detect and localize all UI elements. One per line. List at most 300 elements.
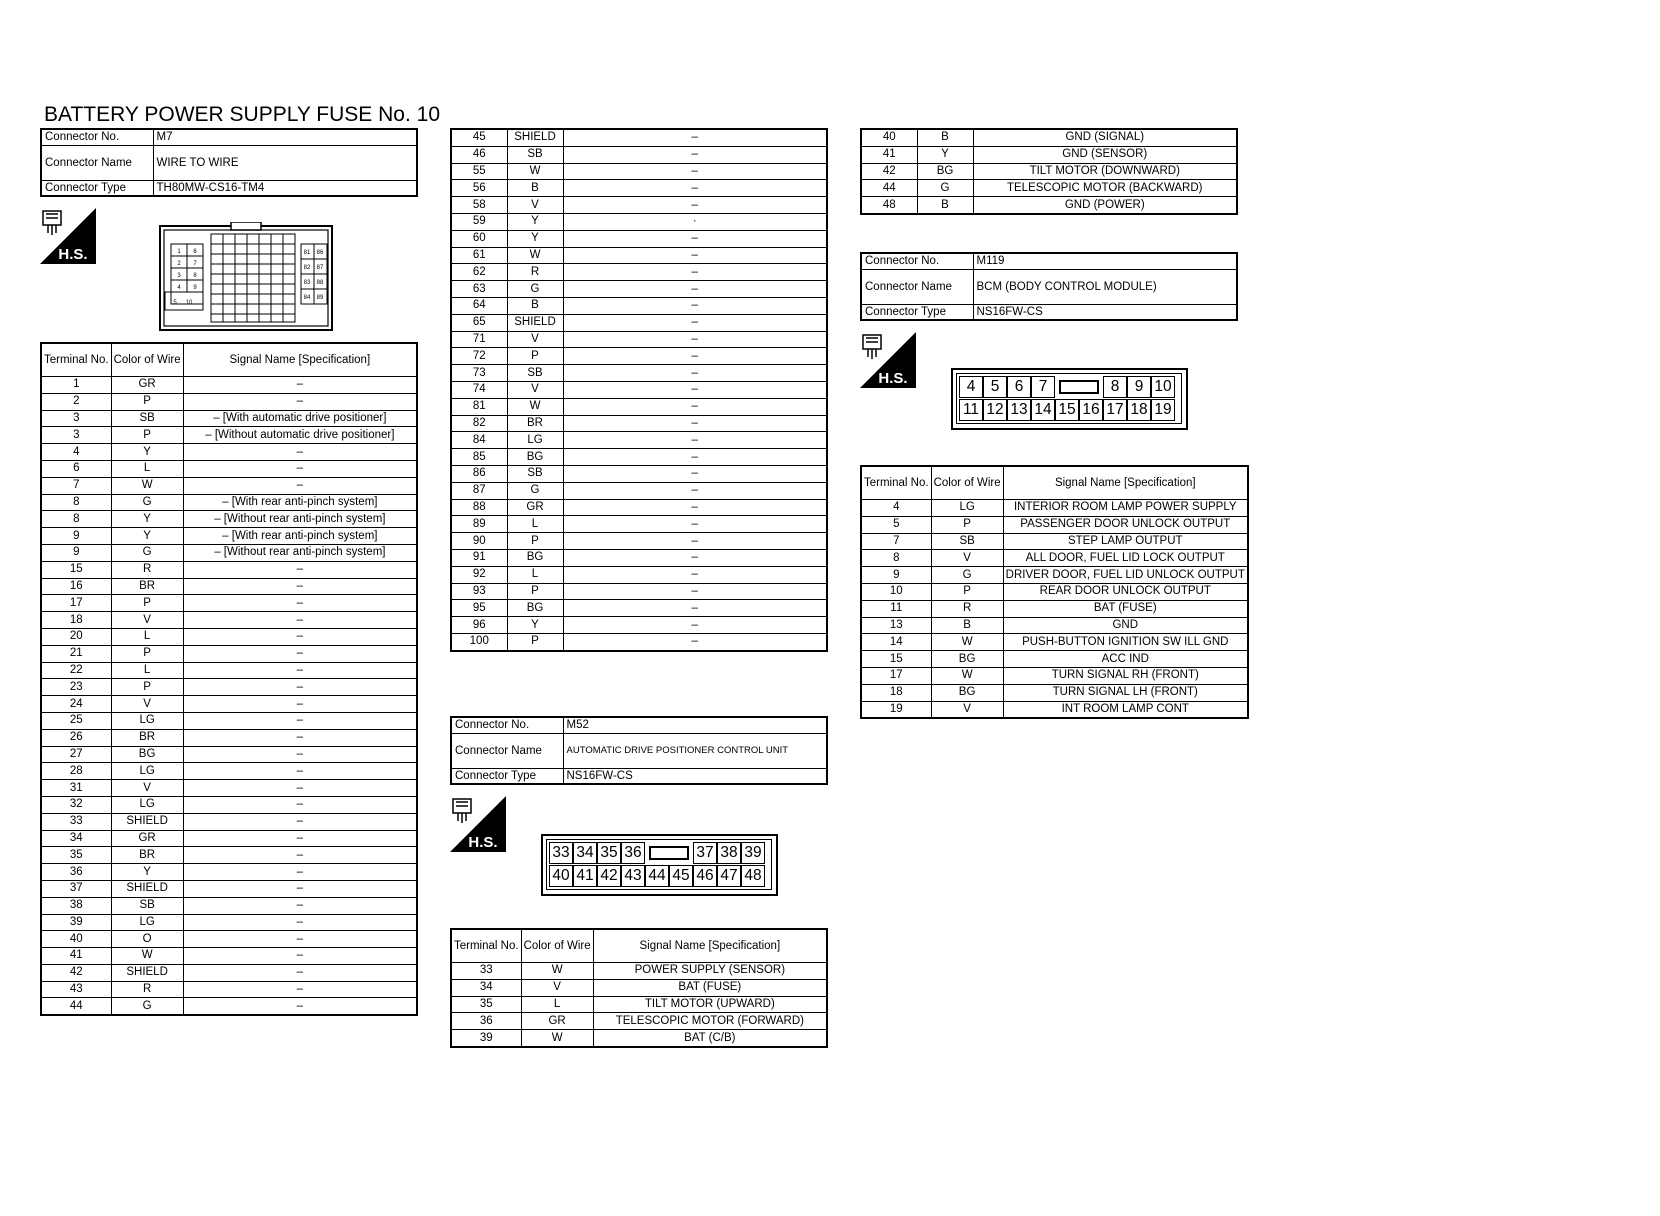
- signal-name-cell: – [Without rear anti-pinch system]: [183, 511, 417, 528]
- wire-color-cell: SHIELD: [111, 880, 183, 897]
- terminal-no-cell: 43: [41, 981, 111, 998]
- wire-color-cell: SB: [111, 897, 183, 914]
- terminal-no-cell: 7: [41, 477, 111, 494]
- wire-color-cell: V: [507, 381, 563, 398]
- signal-name-cell: –: [183, 561, 417, 578]
- terminal-no-cell: 48: [861, 197, 917, 214]
- m7-terminal-table-continued: [450, 128, 828, 652]
- table-row: [861, 651, 1248, 668]
- wire-color-cell: W: [111, 948, 183, 965]
- pin: 40: [549, 865, 573, 887]
- svg-text:81: 81: [303, 250, 311, 256]
- table-row: [861, 600, 1248, 617]
- signal-name-cell: –: [563, 566, 827, 583]
- table-row: [41, 696, 417, 713]
- signal-name-cell: –: [183, 948, 417, 965]
- m119-terminal-table: [860, 465, 1249, 719]
- wire-color-cell: L: [111, 460, 183, 477]
- svg-text:4: 4: [177, 285, 181, 291]
- signal-name-cell: –: [563, 398, 827, 415]
- signal-name-cell: –: [563, 197, 827, 214]
- terminal-no-cell: 90: [451, 533, 507, 550]
- wire-color-cell: LG: [931, 500, 1003, 517]
- table-row: [41, 746, 417, 763]
- table-row: [451, 449, 827, 466]
- signal-name-cell: –: [183, 712, 417, 729]
- terminal-no-cell: 46: [451, 146, 507, 163]
- table-row: [41, 645, 417, 662]
- signal-name-cell: BAT (FUSE): [593, 979, 827, 996]
- pin: 11: [959, 399, 983, 421]
- terminal-no-cell: 44: [41, 998, 111, 1015]
- table-row: [861, 500, 1248, 517]
- m52-connector-type: NS16FW-CS: [563, 768, 827, 784]
- svg-text:86: 86: [316, 250, 324, 256]
- page-title: BATTERY POWER SUPPLY FUSE No. 10: [44, 103, 441, 126]
- terminal-no-cell: 45: [451, 129, 507, 146]
- wire-color-cell: SB: [931, 533, 1003, 550]
- table-row: [451, 432, 827, 449]
- terminal-no-cell: 4: [861, 500, 931, 517]
- wire-color-cell: BG: [917, 163, 973, 180]
- signal-name-cell: TILT MOTOR (UPWARD): [593, 996, 827, 1013]
- wire-color-cell: BR: [507, 415, 563, 432]
- signal-name-cell: – [With rear anti-pinch system]: [183, 528, 417, 545]
- terminal-no-cell: 86: [451, 465, 507, 482]
- terminal-no-cell: 73: [451, 365, 507, 382]
- wire-color-cell: LG: [111, 712, 183, 729]
- connector-type-label: Connector Type: [861, 304, 973, 320]
- wire-color-cell: O: [111, 931, 183, 948]
- signal-name-cell: TURN SIGNAL LH (FRONT): [1003, 684, 1248, 701]
- table-row: [41, 847, 417, 864]
- table-row: [861, 701, 1248, 718]
- wire-color-cell: P: [507, 583, 563, 600]
- terminal-no-cell: 100: [451, 633, 507, 650]
- terminal-no-cell: 41: [41, 948, 111, 965]
- table-row: [451, 482, 827, 499]
- wire-color-cell: Y: [507, 230, 563, 247]
- table-row: [41, 729, 417, 746]
- terminal-no-cell: 25: [41, 712, 111, 729]
- table-row: [451, 129, 827, 146]
- pin: 16: [1079, 399, 1103, 421]
- wire-color-cell: G: [507, 281, 563, 298]
- wire-color-cell: GR: [521, 1013, 593, 1030]
- table-row: [451, 1013, 827, 1030]
- m52-terminal-table: [450, 928, 828, 1048]
- terminal-no-cell: 8: [41, 511, 111, 528]
- wire-color-cell: P: [111, 393, 183, 410]
- wire-color-cell: V: [931, 550, 1003, 567]
- table-row: [41, 612, 417, 629]
- svg-text:87: 87: [316, 265, 324, 271]
- wire-color-cell: SB: [507, 465, 563, 482]
- table-row: [451, 297, 827, 314]
- wire-color-cell: B: [917, 129, 973, 146]
- signal-name-cell: –: [183, 813, 417, 830]
- terminal-no-cell: 31: [41, 780, 111, 797]
- pin: 43: [621, 865, 645, 887]
- terminal-no-cell: 95: [451, 600, 507, 617]
- table-row: [41, 427, 417, 444]
- signal-name-cell: –: [183, 964, 417, 981]
- hs-label: H.S.: [878, 370, 908, 387]
- table-row: [451, 197, 827, 214]
- signal-name-cell: –: [183, 612, 417, 629]
- terminal-no-cell: 33: [41, 813, 111, 830]
- pin: 12: [983, 399, 1007, 421]
- signal-name-cell: –: [183, 897, 417, 914]
- table-row: [451, 213, 827, 230]
- signal-name-cell: –: [183, 998, 417, 1015]
- pin: 42: [597, 865, 621, 887]
- table-row: [41, 864, 417, 881]
- pin: 48: [741, 865, 765, 887]
- terminal-no-cell: 92: [451, 566, 507, 583]
- table-row: [41, 628, 417, 645]
- terminal-no-cell: 93: [451, 583, 507, 600]
- signal-name-cell: –: [563, 247, 827, 264]
- terminal-no-cell: 61: [451, 247, 507, 264]
- wire-color-cell: BG: [507, 600, 563, 617]
- wire-color-cell: R: [111, 561, 183, 578]
- table-row: [861, 634, 1248, 651]
- pin: 6: [1007, 376, 1031, 398]
- terminal-no-cell: 3: [41, 410, 111, 427]
- terminal-no-cell: 56: [451, 180, 507, 197]
- wire-color-cell: GR: [111, 377, 183, 394]
- m119-connector-diagram: [951, 368, 1188, 430]
- connector-lock: [649, 846, 689, 860]
- pin: 35: [597, 842, 621, 864]
- wire-color-cell: G: [931, 567, 1003, 584]
- terminal-no-cell: 10: [861, 583, 931, 600]
- signal-name-cell: –: [183, 393, 417, 410]
- m7-connector-no: M7: [153, 129, 417, 145]
- connector-lock: [1059, 380, 1099, 394]
- signal-name-cell: –: [563, 365, 827, 382]
- wire-color-cell: L: [507, 566, 563, 583]
- table-row: [451, 381, 827, 398]
- terminal-no-cell: 7: [861, 533, 931, 550]
- terminal-no-cell: 63: [451, 281, 507, 298]
- terminal-no-cell: 60: [451, 230, 507, 247]
- table-row: [41, 998, 417, 1015]
- hs-label: H.S.: [58, 246, 88, 263]
- table-row: [451, 533, 827, 550]
- terminal-no-cell: 14: [861, 634, 931, 651]
- signal-name-cell: –: [183, 780, 417, 797]
- pin: 8: [1103, 376, 1127, 398]
- terminal-no-cell: 84: [451, 432, 507, 449]
- wire-color-cell: BR: [111, 729, 183, 746]
- table-row: [451, 963, 827, 980]
- signal-name-cell: –: [183, 729, 417, 746]
- table-row: [861, 197, 1237, 214]
- table-row: [41, 914, 417, 931]
- terminal-no-cell: 5: [861, 516, 931, 533]
- signal-name-cell: GND (POWER): [973, 197, 1237, 214]
- wire-color-cell: W: [507, 398, 563, 415]
- signal-name-cell: –: [563, 281, 827, 298]
- table-row: [451, 247, 827, 264]
- table-row: [451, 230, 827, 247]
- terminal-no-cell: 15: [41, 561, 111, 578]
- pin: 15: [1055, 399, 1079, 421]
- wire-color-cell: LG: [111, 914, 183, 931]
- table-row: [451, 600, 827, 617]
- table-row: [861, 163, 1237, 180]
- signal-name-cell: BAT (C/B): [593, 1030, 827, 1047]
- m119-connector-no: M119: [973, 253, 1237, 269]
- wire-color-cell: B: [931, 617, 1003, 634]
- terminal-no-cell: 44: [861, 180, 917, 197]
- signal-name-cell: –: [183, 981, 417, 998]
- signal-name-cell: –: [563, 499, 827, 516]
- signal-name-cell: –: [183, 880, 417, 897]
- signal-name-cell: DRIVER DOOR, FUEL LID UNLOCK OUTPUT: [1003, 567, 1248, 584]
- pin: 39: [741, 842, 765, 864]
- wire-color-cell: B: [507, 297, 563, 314]
- signal-name-cell: – [Without automatic drive positioner]: [183, 427, 417, 444]
- wire-color-cell: V: [931, 701, 1003, 718]
- pin: 33: [549, 842, 573, 864]
- signal-name-cell: –: [563, 415, 827, 432]
- pin: 41: [573, 865, 597, 887]
- m52-connector-info: [450, 716, 828, 785]
- signal-name-cell: – [With rear anti-pinch system]: [183, 494, 417, 511]
- wire-color-cell: G: [111, 998, 183, 1015]
- svg-text:9: 9: [193, 285, 197, 291]
- terminal-no-cell: 20: [41, 628, 111, 645]
- signal-name-cell: –: [563, 230, 827, 247]
- table-row: [861, 667, 1248, 684]
- signal-name-cell: –: [563, 549, 827, 566]
- signal-name-cell: –: [183, 444, 417, 461]
- table-row: [41, 679, 417, 696]
- terminal-no-cell: 37: [41, 880, 111, 897]
- wire-color-cell: LG: [111, 796, 183, 813]
- signal-name-header: Signal Name [Specification]: [1003, 466, 1248, 500]
- wire-color-cell: W: [111, 477, 183, 494]
- terminal-no-cell: 42: [41, 964, 111, 981]
- wire-color-cell: SHIELD: [111, 813, 183, 830]
- color-of-wire-header: Color of Wire: [111, 343, 183, 377]
- terminal-no-cell: 9: [41, 528, 111, 545]
- terminal-no-cell: 17: [861, 667, 931, 684]
- table-row: [451, 549, 827, 566]
- terminal-no-cell: 24: [41, 696, 111, 713]
- terminal-no-cell: 18: [861, 684, 931, 701]
- terminal-no-cell: 59: [451, 213, 507, 230]
- harness-side-icon: [40, 208, 96, 264]
- pin: 17: [1103, 399, 1127, 421]
- m7-connector-diagram: [159, 222, 333, 332]
- svg-text:5: 5: [173, 300, 177, 306]
- terminal-no-header: Terminal No.: [41, 343, 111, 377]
- wire-color-cell: Y: [111, 511, 183, 528]
- terminal-no-cell: 28: [41, 763, 111, 780]
- signal-name-cell: –: [563, 297, 827, 314]
- signal-name-header: Signal Name [Specification]: [183, 343, 417, 377]
- wire-color-cell: B: [917, 197, 973, 214]
- wire-color-cell: P: [111, 427, 183, 444]
- signal-name-cell: –: [563, 348, 827, 365]
- signal-name-cell: –: [183, 763, 417, 780]
- terminal-no-cell: 21: [41, 645, 111, 662]
- table-row: [41, 662, 417, 679]
- table-row: [41, 931, 417, 948]
- table-row: [41, 410, 417, 427]
- table-row: [861, 180, 1237, 197]
- terminal-no-cell: 11: [861, 600, 931, 617]
- wire-color-cell: P: [931, 583, 1003, 600]
- signal-name-cell: –: [563, 533, 827, 550]
- terminal-no-cell: 15: [861, 651, 931, 668]
- table-row: [451, 1030, 827, 1047]
- signal-name-cell: –: [183, 578, 417, 595]
- wire-color-cell: R: [931, 600, 1003, 617]
- signal-name-cell: –: [183, 847, 417, 864]
- terminal-no-cell: 81: [451, 398, 507, 415]
- table-row: [451, 583, 827, 600]
- signal-name-cell: –: [563, 180, 827, 197]
- table-row: [451, 979, 827, 996]
- m52-connector-name: AUTOMATIC DRIVE POSITIONER CONTROL UNIT: [563, 733, 827, 768]
- signal-name-cell: –: [563, 465, 827, 482]
- wire-color-cell: G: [917, 180, 973, 197]
- table-row: [451, 314, 827, 331]
- table-row: [41, 813, 417, 830]
- wire-color-cell: G: [111, 494, 183, 511]
- terminal-no-cell: 40: [861, 129, 917, 146]
- signal-name-cell: GND (SENSOR): [973, 146, 1237, 163]
- wire-color-cell: W: [931, 634, 1003, 651]
- terminal-no-cell: 36: [41, 864, 111, 881]
- harness-side-icon: [450, 796, 506, 852]
- table-row: [41, 880, 417, 897]
- wire-color-cell: LG: [507, 432, 563, 449]
- wire-color-cell: V: [507, 197, 563, 214]
- terminal-no-cell: 89: [451, 516, 507, 533]
- svg-text:1: 1: [177, 249, 181, 255]
- wire-color-cell: P: [507, 533, 563, 550]
- wire-color-cell: P: [111, 595, 183, 612]
- signal-name-cell: –: [563, 129, 827, 146]
- signal-name-cell: GND: [1003, 617, 1248, 634]
- terminal-no-cell: 33: [451, 963, 521, 980]
- wire-color-cell: BG: [507, 449, 563, 466]
- signal-name-cell: –: [563, 163, 827, 180]
- table-row: [451, 331, 827, 348]
- wire-color-cell: SHIELD: [111, 964, 183, 981]
- wire-color-cell: LG: [111, 763, 183, 780]
- wire-color-cell: V: [111, 612, 183, 629]
- pin: 36: [621, 842, 645, 864]
- terminal-no-cell: 13: [861, 617, 931, 634]
- signal-name-cell: –: [563, 314, 827, 331]
- wire-color-cell: L: [521, 996, 593, 1013]
- signal-name-cell: –: [183, 679, 417, 696]
- wire-color-cell: L: [111, 628, 183, 645]
- terminal-no-cell: 38: [41, 897, 111, 914]
- signal-name-cell: –: [183, 830, 417, 847]
- table-row: [861, 684, 1248, 701]
- table-row: [41, 897, 417, 914]
- terminal-no-cell: 72: [451, 348, 507, 365]
- table-row: [451, 996, 827, 1013]
- hs-label: H.S.: [468, 834, 498, 851]
- terminal-no-cell: 42: [861, 163, 917, 180]
- table-row: [451, 146, 827, 163]
- wire-color-cell: L: [507, 516, 563, 533]
- harness-side-icon: [860, 332, 916, 388]
- signal-name-cell: INTERIOR ROOM LAMP POWER SUPPLY: [1003, 500, 1248, 517]
- m7-connector-name: WIRE TO WIRE: [153, 145, 417, 180]
- table-row: [41, 528, 417, 545]
- signal-name-cell: –: [563, 449, 827, 466]
- table-row: [451, 516, 827, 533]
- signal-name-cell: –: [563, 146, 827, 163]
- signal-name-cell: POWER SUPPLY (SENSOR): [593, 963, 827, 980]
- signal-name-cell: INT ROOM LAMP CONT: [1003, 701, 1248, 718]
- signal-name-cell: ALL DOOR, FUEL LID LOCK OUTPUT: [1003, 550, 1248, 567]
- signal-name-cell: –: [563, 633, 827, 650]
- m52-connector-no: M52: [563, 717, 827, 733]
- signal-name-cell: –: [563, 600, 827, 617]
- terminal-no-cell: 35: [41, 847, 111, 864]
- wire-color-cell: R: [111, 981, 183, 998]
- connector-type-label: Connector Type: [41, 180, 153, 196]
- terminal-no-cell: 65: [451, 314, 507, 331]
- wire-color-cell: B: [507, 180, 563, 197]
- wire-color-cell: Y: [111, 864, 183, 881]
- m52-terminal-table-continued: [860, 128, 1238, 215]
- pin: 14: [1031, 399, 1055, 421]
- terminal-no-cell: 55: [451, 163, 507, 180]
- table-row: [451, 633, 827, 650]
- m7-terminal-table: [40, 342, 418, 1016]
- table-row: [41, 494, 417, 511]
- table-row: [41, 477, 417, 494]
- terminal-no-cell: 4: [41, 444, 111, 461]
- table-row: [451, 465, 827, 482]
- table-row: [41, 460, 417, 477]
- table-row: [41, 763, 417, 780]
- terminal-no-cell: 34: [451, 979, 521, 996]
- table-row: [41, 780, 417, 797]
- m7-connector-info: [40, 128, 418, 197]
- terminal-no-cell: 58: [451, 197, 507, 214]
- table-row: [861, 533, 1248, 550]
- table-row: [451, 617, 827, 634]
- signal-name-cell: – [Without rear anti-pinch system]: [183, 544, 417, 561]
- terminal-no-cell: 26: [41, 729, 111, 746]
- wire-color-cell: V: [111, 780, 183, 797]
- svg-text:84: 84: [303, 295, 311, 301]
- wire-color-cell: GR: [111, 830, 183, 847]
- svg-text:3: 3: [177, 273, 181, 279]
- table-row: [451, 264, 827, 281]
- wire-color-cell: BG: [931, 684, 1003, 701]
- terminal-no-cell: 2: [41, 393, 111, 410]
- pin: 7: [1031, 376, 1055, 398]
- terminal-no-cell: 88: [451, 499, 507, 516]
- svg-text:6: 6: [193, 249, 197, 255]
- terminal-no-cell: 39: [41, 914, 111, 931]
- connector-no-label: Connector No.: [41, 129, 153, 145]
